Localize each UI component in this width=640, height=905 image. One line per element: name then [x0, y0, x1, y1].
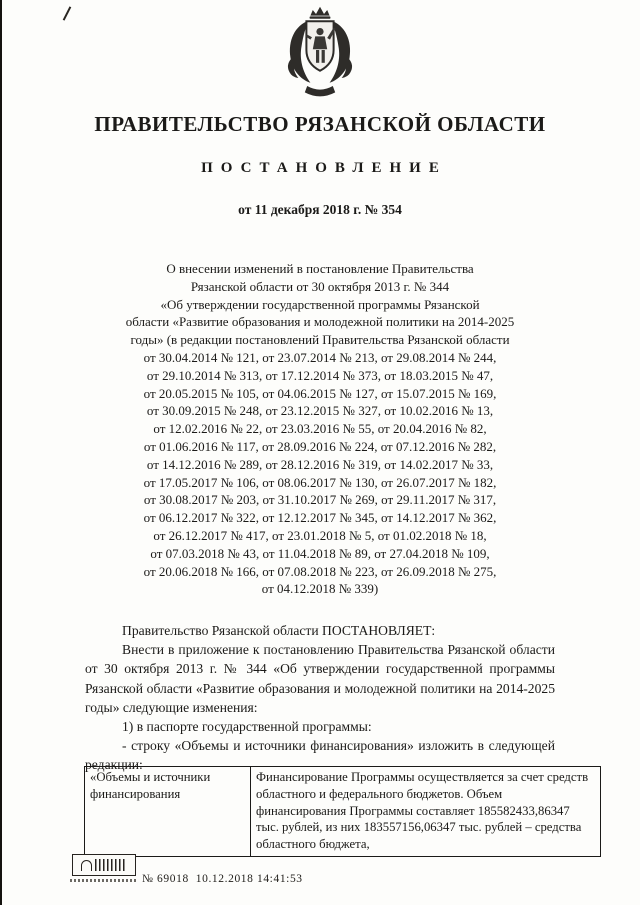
subject-line: от 30.04.2014 № 121, от 23.07.2014 № 213, от 29.08.2014 № 244, — [143, 349, 497, 365]
date-line: от 11 декабря 2018 г. № 354 — [238, 202, 402, 217]
org-name: ПРАВИТЕЛЬСТВО РЯЗАНСКОЙ ОБЛАСТИ — [94, 112, 546, 136]
subject-block — [60, 260, 580, 598]
stamp-microtext — [70, 879, 138, 882]
registration-number: № 69018 10.12.2018 14:41:53 — [142, 873, 303, 885]
stamp-building-icon — [81, 860, 92, 871]
body-paragraph: 1) в паспорте государственной программы: — [122, 719, 372, 735]
table-cell-label: «Объемы и источники финансирования — [85, 767, 251, 857]
body-paragraph: - строку «Объемы и источники финансирования» изложить в следующей редакции: — [85, 738, 555, 773]
subject-line: О внесении изменений в постановление Правительства — [166, 261, 474, 276]
stamp-bars-icon — [95, 859, 127, 871]
table-cell-value: Финансирование Программы осуществляется за счет средств областного и федерального бюджетов. Объем финансирования Программы составляет 185582433,86347 тыс. рублей, из них 183557156,06347 тыс. рублей – средства областного бюджета, — [251, 767, 601, 857]
pen-mark — [63, 6, 72, 20]
document-type-title: ПОСТАНОВЛЕНИЕ — [201, 160, 447, 176]
subject-line: от 20.06.2018 № 166, от 07.08.2018 № 223, от 26.09.2018 № 275, — [143, 563, 497, 579]
subject-line: от 29.10.2014 № 313, от 17.12.2014 № 373, от 18.03.2015 № 47, — [146, 367, 494, 383]
subject-line: от 04.12.2018 № 339) — [261, 581, 379, 597]
subject-line: от 20.05.2015 № 105, от 04.06.2015 № 127, от 15.07.2015 № 169, — [143, 385, 497, 401]
subject-line: годы» (в редакции постановлений Правительства Рязанской области — [130, 332, 510, 348]
subject-line: от 30.09.2015 № 248, от 23.12.2015 № 327, от 10.02.2016 № 13, — [146, 403, 494, 419]
body-paragraph: Правительство Рязанской области ПОСТАНОВЛЯЕТ: — [122, 623, 436, 638]
subject-line: от 06.12.2017 № 322, от 12.12.2017 № 345, от 14.12.2017 № 362, — [143, 510, 497, 526]
subject-line: от 01.06.2016 № 117, от 28.09.2016 № 224, от 07.12.2016 № 282, — [143, 438, 497, 454]
subject-line: от 14.12.2016 № 289, от 28.12.2016 № 319, от 14.02.2017 № 33, — [146, 456, 494, 472]
subject-line: от 12.02.2016 № 22, от 23.03.2016 № 55, от 20.04.2016 № 82, — [153, 421, 487, 437]
body-paragraph: Внести в приложение к постановлению Правительства Рязанской области от 30 октября 2013 г. № 344 «Об утверждении государственной программы Рязанской области «Развитие образования и молодежной политики на 2014-2025 годы» следующие изменения: — [85, 642, 555, 715]
registration-barcode-stamp-icon — [72, 854, 136, 876]
subject-line: «Об утверждении государственной программы Рязанской — [160, 296, 480, 312]
body-text — [85, 621, 555, 775]
coat-of-arms-icon — [280, 6, 360, 102]
table-row — [85, 767, 601, 857]
subject-line: Рязанской области от 30 октября 2013 г. № 344 — [190, 278, 450, 294]
subject-line: от 17.05.2017 № 106, от 08.06.2017 № 130, от 26.07.2017 № 182, — [143, 474, 497, 490]
footer — [0, 851, 640, 905]
subject-line: от 07.03.2018 № 43, от 11.04.2018 № 89, от 27.04.2018 № 109, — [150, 545, 490, 561]
subject-line: от 26.12.2017 № 417, от 23.01.2018 № 5, от 01.02.2018 № 18, — [153, 527, 487, 543]
subject-line: от 30.08.2017 № 203, от 31.10.2017 № 269, от 29.11.2017 № 317, — [143, 492, 497, 508]
funding-table — [84, 766, 601, 857]
subject-line: области «Развитие образования и молодежной политики на 2014-2025 — [125, 314, 515, 330]
